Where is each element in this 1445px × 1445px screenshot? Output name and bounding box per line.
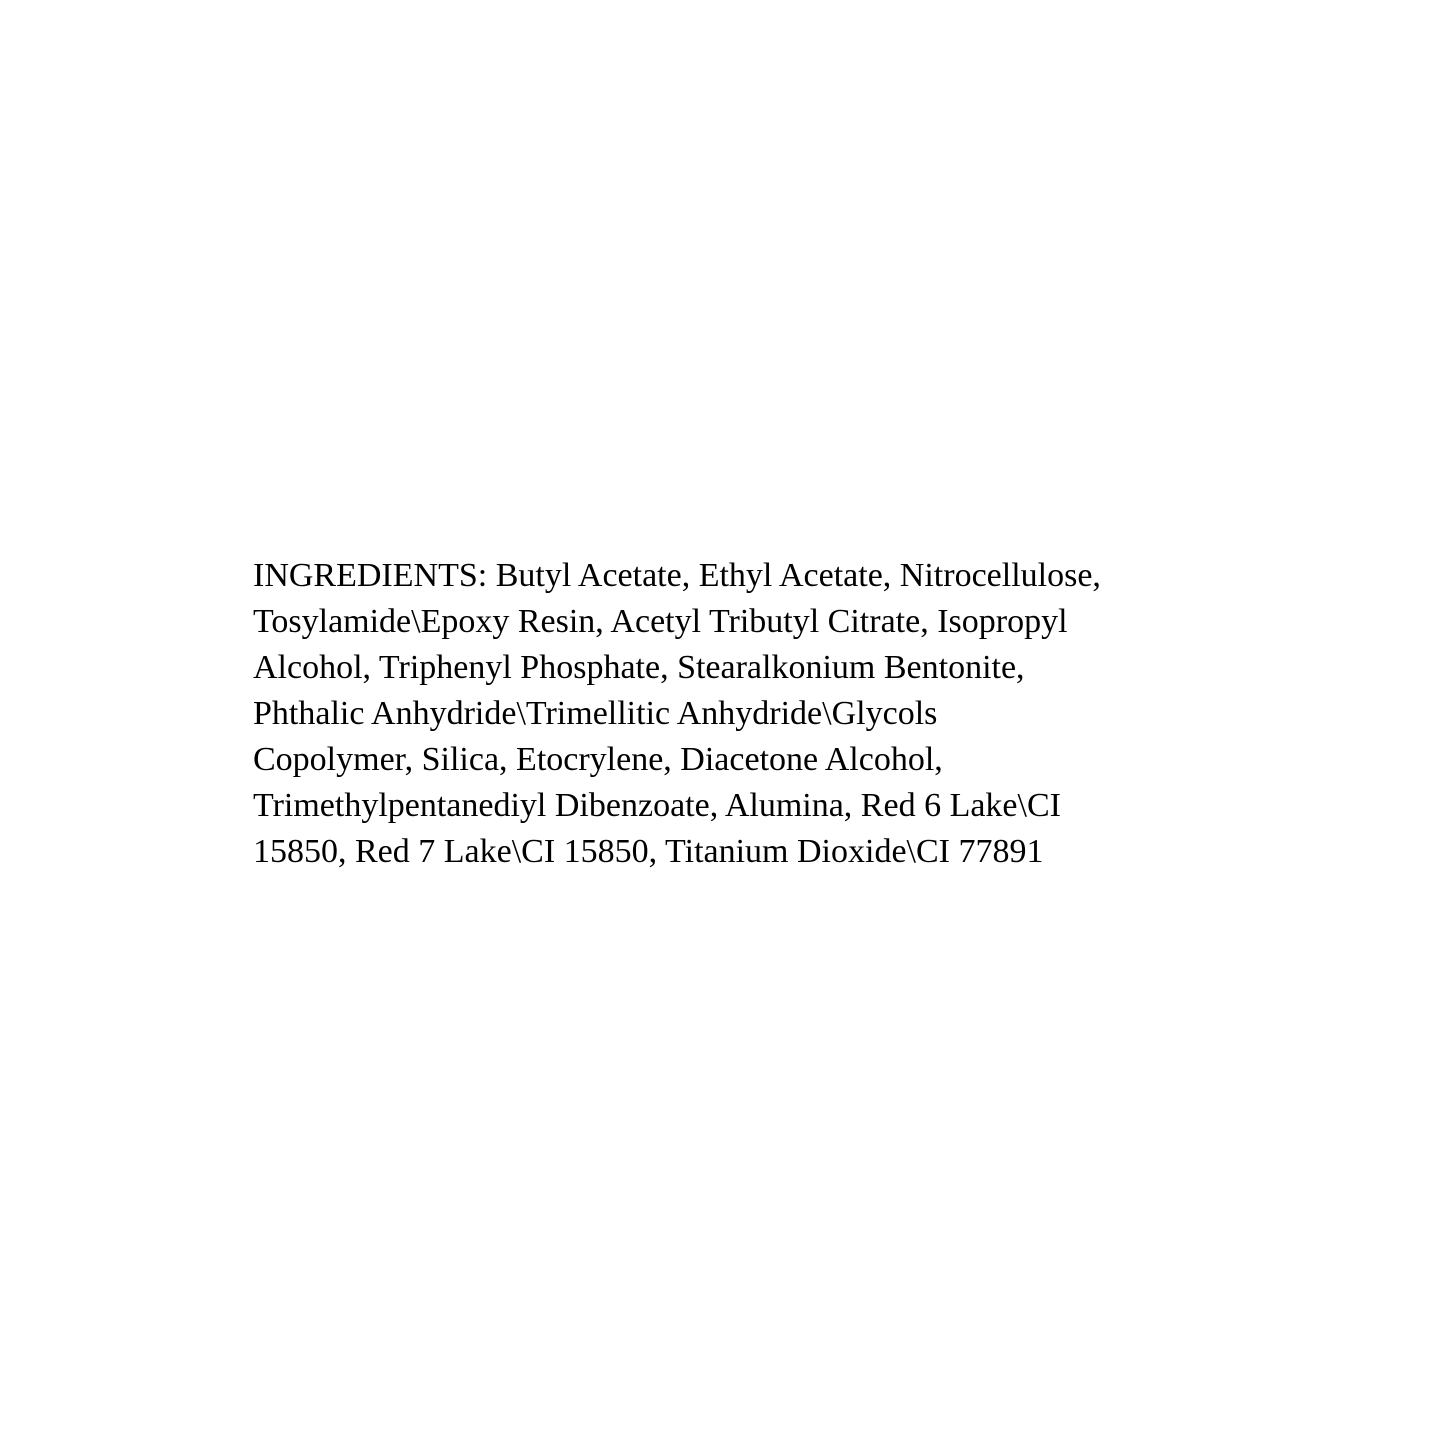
ingredients-line-7: 15850, Red 7 Lake\CI 15850, Titanium Dioxide\CI 77891 bbox=[253, 833, 1044, 870]
ingredients-text-block bbox=[253, 553, 1101, 875]
ingredients-line-1: INGREDIENTS: Butyl Acetate, Ethyl Acetate, Nitrocellulose, bbox=[253, 557, 1101, 594]
ingredients-line-3: Alcohol, Triphenyl Phosphate, Stearalkonium Bentonite, bbox=[253, 649, 1025, 686]
ingredients-line-4: Phthalic Anhydride\Trimellitic Anhydride\Glycols bbox=[253, 695, 938, 732]
ingredients-line-2: Tosylamide\Epoxy Resin, Acetyl Tributyl Citrate, Isopropyl bbox=[253, 603, 1068, 640]
ingredients-line-5: Copolymer, Silica, Etocrylene, Diacetone Alcohol, bbox=[253, 741, 943, 778]
ingredients-line-6: Trimethylpentanediyl Dibenzoate, Alumina, Red 6 Lake\CI bbox=[253, 787, 1061, 824]
